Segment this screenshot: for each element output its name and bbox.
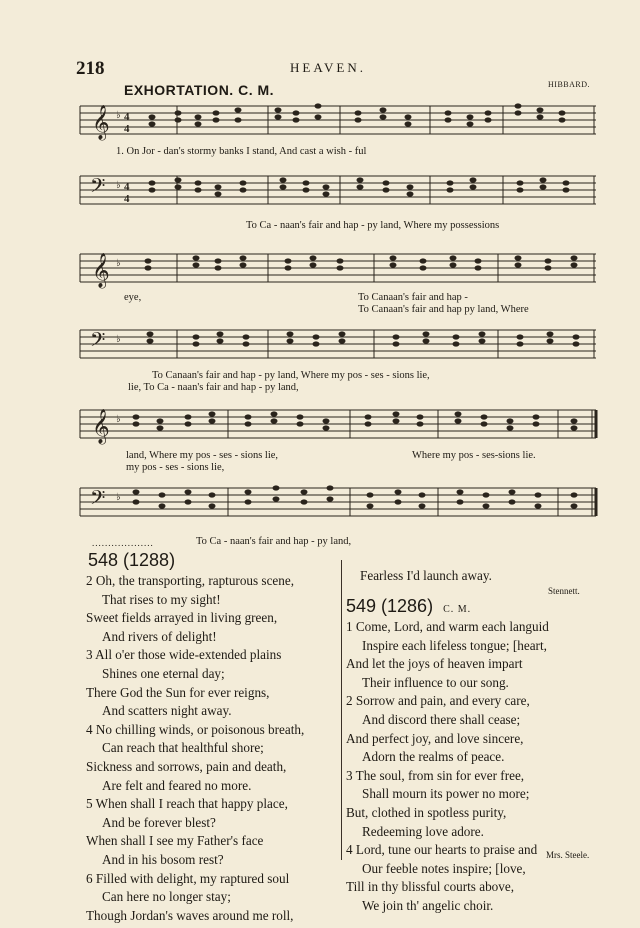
music-system-2-treble	[78, 246, 598, 292]
hymn-line: But, clothed in spotless purity,	[346, 804, 507, 820]
lyrics-line: my pos - ses - sions lie,	[126, 462, 225, 473]
hymn-line: That rises to my sight!	[102, 591, 221, 607]
hymn-line: And in his bosom rest?	[102, 851, 224, 867]
running-head: HEAVEN.	[290, 60, 367, 75]
hymn-line: Can reach that healthful shore;	[102, 740, 264, 756]
hymn-line: 3 All o'er those wide-extended plains	[86, 647, 282, 663]
hymn-line: 2 Oh, the transporting, rapturous scene,	[86, 573, 295, 588]
tune-title: EXHORTATION. C. M.	[124, 82, 275, 98]
hymn-line: Sweet fields arrayed in living green,	[86, 610, 278, 626]
hymn-548-author: Stennett.	[548, 586, 580, 596]
hymn-549-text	[346, 618, 549, 916]
hymn-548-text	[86, 572, 304, 925]
svg-text:4: 4	[124, 111, 130, 123]
hymn-line: 4 Lord, tune our hearts to praise and	[346, 842, 538, 858]
lyrics-line: lie, To Ca - naan's fair and hap - py land,	[128, 382, 299, 393]
svg-text:4: 4	[124, 181, 130, 193]
lyrics-line: land, Where my pos - ses - sions lie,	[126, 450, 279, 461]
music-system-3-treble	[78, 402, 598, 448]
svg-text:𝄞: 𝄞	[92, 410, 110, 443]
lyrics-line: eye,	[124, 292, 142, 303]
lyrics-line: Where my pos - ses-sions lie.	[412, 450, 536, 461]
lyrics-line: To Canaan's fair and hap -	[358, 292, 468, 303]
hymn-line: Their influence to our song.	[362, 674, 509, 690]
hymn-line: Adorn the realms of peace.	[362, 749, 505, 765]
hymn-line: Till in thy blissful courts above,	[346, 879, 515, 895]
hymn-line: There God the Sun for ever reigns,	[86, 684, 270, 700]
music-system-1-treble	[78, 98, 598, 144]
hymn-line: And perfect joy, and love sincere,	[346, 730, 524, 746]
hymn-549-heading: 549 (1286) C. M.	[346, 596, 472, 616]
hymn-549-author: Mrs. Steele.	[546, 850, 590, 860]
music-system-2-bass	[78, 322, 598, 368]
lyrics-line: To Ca - naan's fair and hap - py land,	[196, 536, 352, 547]
page-number: 218	[76, 58, 105, 79]
hymn-line: And scatters night away.	[102, 703, 232, 719]
hymn-line: 2 Sorrow and pain, and every care,	[346, 693, 530, 709]
hymn-line: 4 No chilling winds, or poisonous breath,	[86, 721, 305, 737]
svg-text:♭: ♭	[116, 110, 121, 121]
hymn-line: Shines one eternal day;	[102, 665, 225, 681]
hymn-548-last-line: Fearless I'd launch away.	[360, 568, 492, 583]
lyrics-line: To Canaan's fair and hap - py land, Where my pos - ses - sions lie,	[152, 370, 430, 381]
svg-text:𝄞: 𝄞	[92, 106, 110, 139]
hymn-line: Inspire each lifeless tongue; [heart,	[362, 637, 547, 653]
svg-text:𝄞: 𝄞	[92, 254, 110, 287]
hymn-line: 5 When shall I reach that happy place,	[86, 796, 288, 812]
hymn-line: And let the joys of heaven impart	[346, 656, 523, 672]
hymn-line: Redeeming love adore.	[362, 823, 484, 839]
svg-text:𝄢: 𝄢	[90, 488, 106, 514]
hymn-line: Sickness and sorrows, pain and death,	[86, 758, 287, 774]
svg-text:4: 4	[124, 193, 130, 205]
hymn-line: Our feeble notes inspire; [love,	[362, 860, 526, 876]
svg-text:𝄢: 𝄢	[90, 330, 106, 356]
divider-dots: ...................	[92, 538, 154, 548]
lyrics-line: To Ca - naan's fair and hap - py land, Where my possessions	[246, 220, 500, 231]
svg-text:♭: ♭	[116, 414, 121, 425]
hymn-line: And be forever blest?	[102, 814, 216, 830]
hymn-line: 3 The soul, from sin for ever free,	[346, 767, 525, 783]
hymn-line: And rivers of delight!	[102, 628, 217, 644]
lyrics-line: 1. On Jor - dan's stormy banks I stand, And cast a wish - ful	[116, 146, 367, 157]
hymn-line: When shall I see my Father's face	[86, 833, 264, 849]
composer-credit: HIBBARD.	[548, 80, 591, 89]
hymn-line: 1 Come, Lord, and warm each languid	[346, 619, 549, 634]
music-system-3-bass	[78, 480, 598, 526]
svg-text:♭: ♭	[116, 492, 121, 503]
svg-text:♭: ♭	[116, 258, 121, 269]
hymn-line: We join th' angelic choir.	[362, 897, 494, 913]
hymn-line: 6 Filled with delight, my raptured soul	[86, 870, 290, 886]
hymn-line: Are felt and feared no more.	[102, 777, 252, 793]
hymn-548-number: 548 (1288)	[88, 550, 176, 570]
hymn-line: Shall mourn its power no more;	[362, 786, 530, 802]
svg-text:4: 4	[124, 123, 130, 135]
svg-text:♭: ♭	[116, 334, 121, 345]
music-system-1-bass	[78, 168, 598, 214]
svg-text:♭: ♭	[116, 180, 121, 191]
hymn-line: Though Jordan's waves around me roll,	[86, 907, 294, 923]
lyrics-line: To Canaan's fair and hap py land, Where	[358, 304, 529, 315]
hymn-line: Can here no longer stay;	[102, 889, 231, 905]
hymn-line: And discord there shall cease;	[362, 711, 521, 727]
column-divider	[341, 560, 342, 860]
svg-text:𝄢: 𝄢	[90, 176, 106, 202]
